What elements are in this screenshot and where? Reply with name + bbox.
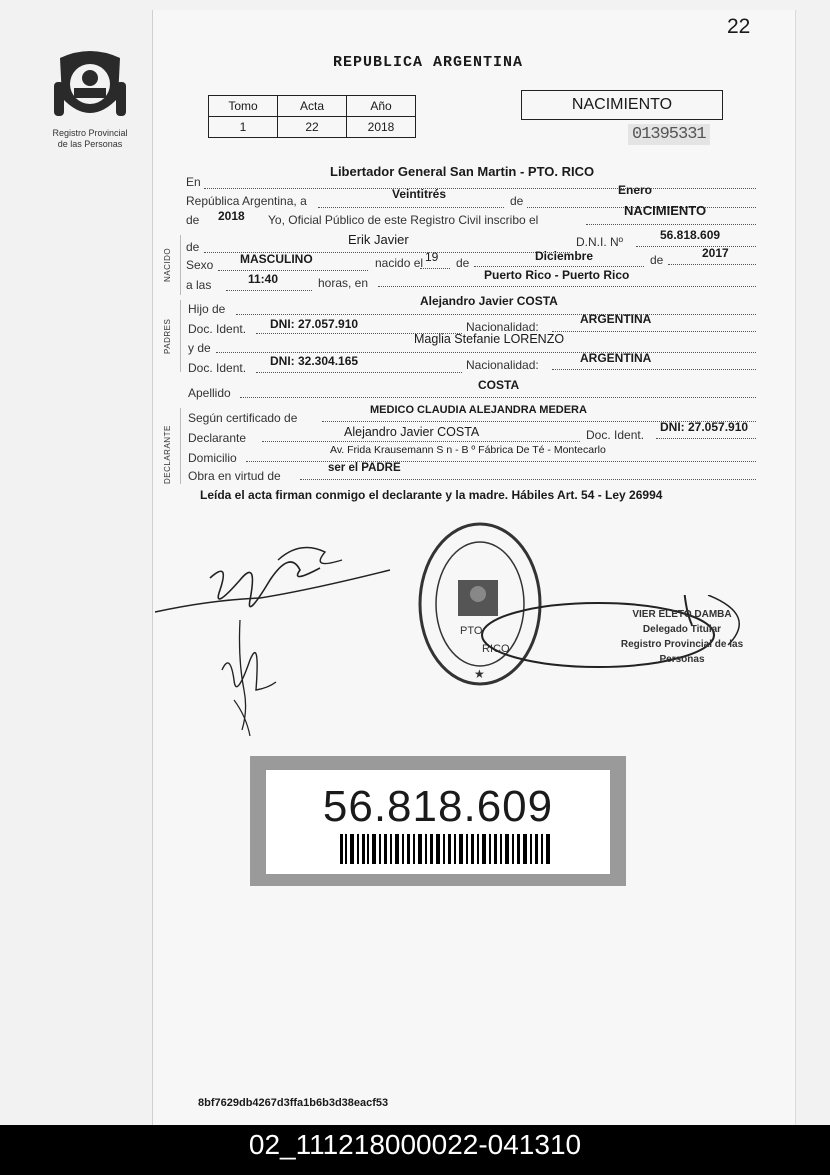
label-republica: República Argentina, a (186, 194, 307, 208)
label-nac1: Nacionalidad: (466, 320, 539, 334)
value-hora: 11:40 (248, 272, 279, 286)
page-number: 22 (727, 15, 751, 38)
closing-text: Leída el acta firman conmigo el declarante y la madre. Hábiles Art. 54 - Ley 26994 (200, 488, 663, 502)
header-anio: Año (347, 96, 416, 117)
side-label-padres: PADRES (163, 318, 172, 354)
label-doc3: Doc. Ident. (586, 428, 645, 442)
value-padre-nac: ARGENTINA (580, 312, 652, 326)
barcode-icon (340, 834, 550, 864)
value-padre-doc: DNI: 27.057.910 (270, 317, 359, 331)
value-certificado: MEDICO CLAUDIA ALEJANDRA MEDERA (370, 404, 587, 416)
official-stamp-text: VIER ELETO DAMBA Delegado Titular Registro Provincial de las Personas (620, 609, 744, 665)
svg-text:RICO: RICO (482, 643, 510, 655)
serial-number: 01395331 (628, 124, 710, 145)
label-segun: Según certificado de (188, 411, 298, 425)
label-obra: Obra en virtud de (188, 469, 281, 483)
label-a-las: a las (186, 278, 212, 292)
label-de-name: de (186, 240, 200, 254)
header-acta: Acta (278, 96, 347, 117)
barcode-number: 56.818.609 (322, 782, 554, 831)
value-acta: 22 (278, 117, 347, 138)
label-nac2: Nacionalidad: (466, 358, 539, 372)
label-doc2: Doc. Ident. (188, 361, 247, 375)
registry-label: Registro Provincial de las Personas (52, 128, 128, 149)
value-nombre: Erik Javier (348, 232, 409, 247)
label-declarante: Declarante (188, 431, 247, 445)
label-apellido: Apellido (188, 386, 231, 400)
label-doc1: Doc. Ident. (188, 322, 247, 336)
label-de2: de (186, 213, 200, 227)
label-sexo: Sexo (186, 258, 214, 272)
value-mes-nac: Diciembre (535, 249, 594, 263)
value-dni: 56.818.609 (660, 228, 721, 242)
value-obra: ser el PADRE (328, 462, 401, 474)
label-oficial: Yo, Oficial Público de este Registro Civil inscribo el (268, 213, 539, 227)
value-madre-nac: ARGENTINA (580, 351, 652, 365)
value-mes: Enero (618, 183, 653, 197)
value-madre-doc: DNI: 32.304.165 (270, 354, 359, 368)
value-dia: Veintitrés (392, 187, 447, 201)
value-declarante-doc: DNI: 27.057.910 (660, 420, 749, 434)
svg-text:★: ★ (474, 667, 485, 681)
value-domicilio: Av. Frida Krausemann S n - B º Fábrica De Té - Montecarlo (330, 444, 606, 456)
value-declarante: Alejandro Javier COSTA (344, 425, 480, 439)
label-de: de (510, 194, 524, 208)
province-seal-logo (52, 48, 128, 126)
label-horas: horas, en (318, 276, 369, 290)
document-hash: 8bf7629db4267d3ffa1b6b3d38eacf53 (198, 1097, 389, 1109)
barcode-sticker (250, 756, 626, 886)
label-dni: D.N.I. Nº (576, 235, 624, 249)
value-padre: Alejandro Javier COSTA (420, 294, 558, 308)
value-apellido: COSTA (478, 378, 520, 392)
label-nacido: nacido el (375, 256, 424, 270)
value-tomo: 1 (209, 117, 278, 138)
side-label-nacido: NACIDO (163, 247, 172, 282)
record-table (208, 95, 416, 138)
value-anio-nac: 2017 (702, 246, 729, 260)
svg-text:PTO: PTO (460, 625, 483, 637)
value-anio: 2018 (347, 117, 416, 138)
header-tomo: Tomo (209, 96, 278, 117)
side-label-declarante: DECLARANTE (163, 425, 172, 484)
value-madre: Maglia Stefanie LORENZO (414, 332, 565, 346)
label-domicilio: Domicilio (188, 451, 237, 465)
document-title: REPUBLICA ARGENTINA (333, 54, 524, 71)
label-hijo: Hijo de (188, 302, 226, 316)
value-dia-nac: 19 (425, 250, 439, 264)
footer-id: 02_111218000022-041310 (0, 1125, 830, 1175)
handwritten-signatures (150, 540, 410, 740)
value-lugar: Libertador General San Martin - PTO. RICO (330, 164, 595, 179)
value-inscripcion: NACIMIENTO (624, 203, 707, 218)
value-anio: 2018 (218, 209, 245, 223)
label-en: En (186, 175, 201, 189)
value-sexo: MASCULINO (240, 252, 313, 266)
label-de-month: de (456, 256, 470, 270)
value-lugar-nac: Puerto Rico - Puerto Rico (484, 268, 630, 282)
record-type-box: NACIMIENTO (521, 90, 723, 120)
label-de-year: de (650, 253, 664, 267)
label-yde: y de (188, 341, 211, 355)
